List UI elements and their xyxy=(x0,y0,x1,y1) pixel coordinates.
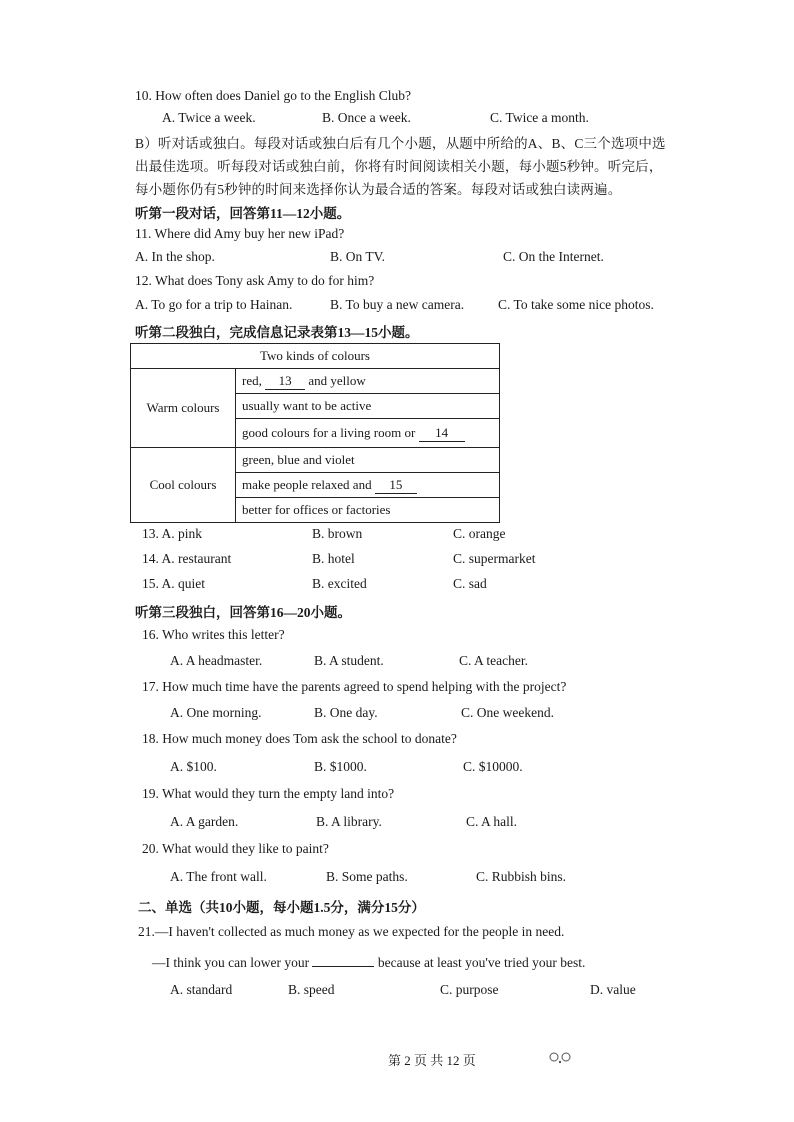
q10-option-b[interactable]: B. Once a week. xyxy=(322,110,411,125)
row-text: make people relaxed and xyxy=(242,476,372,492)
question-10: 10. How often does Daniel go to the English Club? xyxy=(135,88,411,103)
table-row xyxy=(236,394,500,419)
cool-colours-label: Cool colours xyxy=(131,448,236,523)
q13-option-b[interactable]: B. brown xyxy=(312,526,363,541)
section-b-instruction-2: 出最佳选项。听每段对话或独白前，你将有时间阅读相关小题，每小题5秒钟。听完后， xyxy=(135,159,663,174)
q19-option-a[interactable]: A. A garden. xyxy=(170,814,239,829)
q11-option-a[interactable]: A. In the shop. xyxy=(135,249,215,264)
q21-option-a[interactable]: A. standard xyxy=(170,982,233,997)
q21-text: because at least you've tried your best. xyxy=(377,955,586,970)
table-row xyxy=(236,448,500,473)
question-20: 20. What would they like to paint? xyxy=(142,841,329,856)
q21-option-d[interactable]: D. value xyxy=(590,982,636,997)
row-text: green, blue and violet xyxy=(242,452,355,467)
table-row xyxy=(236,369,500,394)
table-row xyxy=(236,498,500,523)
q19-option-b[interactable]: B. A library. xyxy=(316,814,382,829)
part-2-heading: 二、单选（共10小题，每小题1.5分，满分15分） xyxy=(138,900,425,915)
q11-option-c[interactable]: C. On the Internet. xyxy=(503,249,604,264)
q21-text: —I think you can lower your xyxy=(152,955,310,970)
q18-option-b[interactable]: B. $1000. xyxy=(314,759,367,774)
question-17: 17. How much time have the parents agreed to spend helping with the project? xyxy=(142,679,567,694)
q18-option-c[interactable]: C. $10000. xyxy=(463,759,523,774)
q17-option-c[interactable]: C. One weekend. xyxy=(461,705,554,720)
q17-option-b[interactable]: B. One day. xyxy=(314,705,378,720)
row-text: red, xyxy=(242,372,262,388)
colour-info-table xyxy=(130,343,500,523)
q15-option-c[interactable]: C. sad xyxy=(453,576,487,591)
q14-option-c[interactable]: C. supermarket xyxy=(453,551,536,566)
q20-option-b[interactable]: B. Some paths. xyxy=(326,869,408,884)
q18-option-a[interactable]: A. $100. xyxy=(170,759,217,774)
q20-option-a[interactable]: A. The front wall. xyxy=(170,869,267,884)
q13-option-a[interactable]: 13. A. pink xyxy=(142,526,203,541)
q13-option-c[interactable]: C. orange xyxy=(453,526,506,541)
stamp-mark xyxy=(546,1050,576,1064)
blank-14[interactable]: 14 xyxy=(419,425,465,442)
q16-option-b[interactable]: B. A student. xyxy=(314,653,384,668)
q11-option-b[interactable]: B. On TV. xyxy=(330,249,386,264)
q20-option-c[interactable]: C. Rubbish bins. xyxy=(476,869,567,884)
monologue-2-heading: 听第二段独白，完成信息记录表第13—15小题。 xyxy=(135,325,419,340)
row-text: better for offices or factories xyxy=(242,502,391,517)
table-title: Two kinds of colours xyxy=(131,344,500,369)
question-21: 21.—I haven't collected as much money as we expected for the people in need. xyxy=(138,924,565,939)
blank-13[interactable]: 13 xyxy=(265,373,305,390)
q14-option-a[interactable]: 14. A. restaurant xyxy=(142,551,232,566)
warm-colours-label: Warm colours xyxy=(131,369,236,448)
table-row xyxy=(236,473,500,498)
question-16: 16. Who writes this letter? xyxy=(142,627,285,642)
question-18: 18. How much money does Tom ask the school to donate? xyxy=(142,731,457,746)
q10-option-c[interactable]: C. Twice a month. xyxy=(490,110,589,125)
q21-answer-blank[interactable] xyxy=(312,954,374,967)
q10-option-a[interactable]: A. Twice a week. xyxy=(162,110,256,125)
row-text: and yellow xyxy=(308,372,366,388)
q15-option-b[interactable]: B. excited xyxy=(312,576,367,591)
question-12: 12. What does Tony ask Amy to do for him? xyxy=(135,273,375,288)
question-21-line-2 xyxy=(152,954,585,971)
question-11: 11. Where did Amy buy her new iPad? xyxy=(135,226,345,241)
page-number: 第 2 页 共 12 页 xyxy=(388,1053,476,1068)
section-b-instruction-1: B）听对话或独白。每段对话或独白后有几个小题，从题中所给的A、B、C三个选项中选 xyxy=(135,136,666,151)
q17-option-a[interactable]: A. One morning. xyxy=(170,705,262,720)
row-text: good colours for a living room or xyxy=(242,424,416,440)
dialogue-1-heading: 听第一段对话，回答第11—12小题。 xyxy=(135,206,351,221)
q15-option-a[interactable]: 15. A. quiet xyxy=(142,576,205,591)
stamp-icon xyxy=(546,1050,576,1064)
q19-option-c[interactable]: C. A hall. xyxy=(466,814,518,829)
blank-15[interactable]: 15 xyxy=(375,477,417,494)
q12-option-a[interactable]: A. To go for a trip to Hainan. xyxy=(135,297,293,312)
q14-option-b[interactable]: B. hotel xyxy=(312,551,355,566)
section-b-instruction-3: 每小题你仍有5秒钟的时间来选择你认为最合适的答案。每段对话或独白读两遍。 xyxy=(135,182,622,197)
q12-option-c[interactable]: C. To take some nice photos. xyxy=(498,297,654,312)
q21-option-c[interactable]: C. purpose xyxy=(440,982,499,997)
row-text: usually want to be active xyxy=(242,398,372,413)
q16-option-a[interactable]: A. A headmaster. xyxy=(170,653,263,668)
question-19: 19. What would they turn the empty land into? xyxy=(142,786,395,801)
q16-option-c[interactable]: C. A teacher. xyxy=(459,653,528,668)
table-row xyxy=(236,419,500,448)
monologue-3-heading: 听第三段独白，回答第16—20小题。 xyxy=(135,605,351,620)
q21-option-b[interactable]: B. speed xyxy=(288,982,335,997)
q12-option-b[interactable]: B. To buy a new camera. xyxy=(330,297,465,312)
